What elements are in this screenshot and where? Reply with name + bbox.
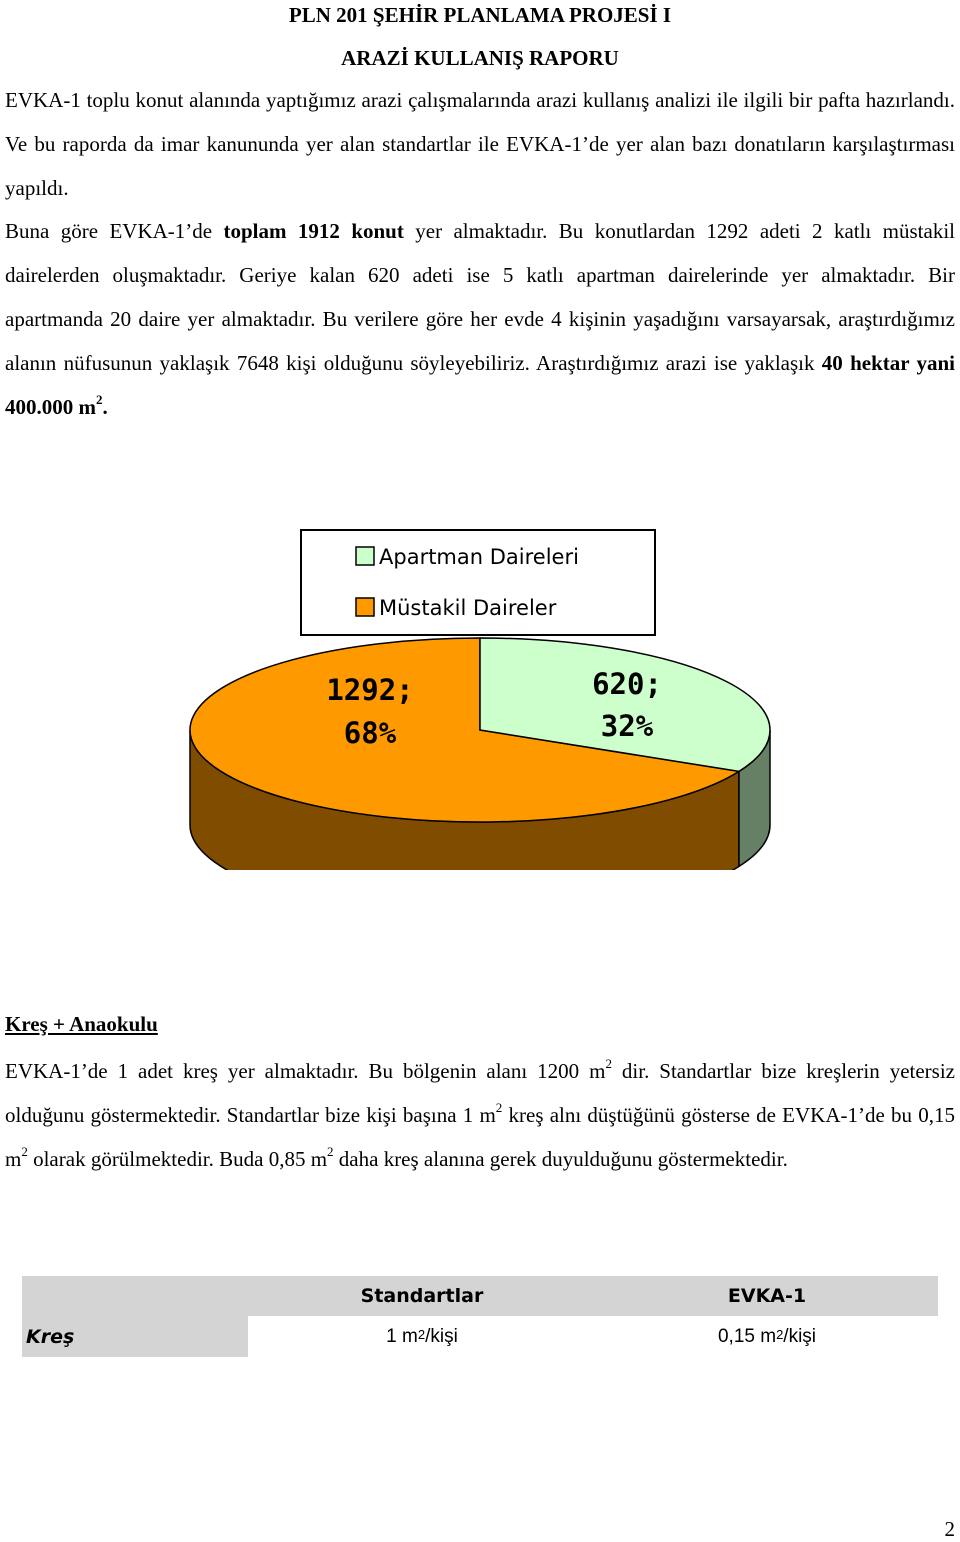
housing-pie-chart: [0, 520, 960, 870]
kres-sup-3: 2: [21, 1144, 28, 1159]
kres-text-4: olarak görülmektedir. Buda 0,85 m: [27, 1147, 328, 1171]
kres-text-5: daha kreş alanına gerek duyulduğunu göstermektedir.: [333, 1147, 788, 1171]
legend-label-mustakil: Müstakil Daireler: [379, 596, 557, 620]
area-value-text: 40 hektar yani 400.000 m: [5, 351, 955, 419]
data-label-apartman-value: 620;: [592, 667, 662, 701]
kres-sup-4: 2: [327, 1144, 334, 1159]
evka-value-a: 0,15 m: [717, 1325, 777, 1347]
data-label-mustakil-value: 1292;: [326, 673, 414, 707]
data-label-apartman-percent: 32%: [600, 709, 654, 743]
kres-text-3: kreş alnı düştüğünü gösterse de EVKA-1’de bu 0,15 m: [5, 1103, 955, 1171]
data-label-mustakil-percent: 68%: [343, 716, 397, 750]
table-row-label-kres: Kreş: [22, 1316, 248, 1357]
std-value-b: /kişi: [425, 1325, 458, 1347]
table-header-evka: EVKA-1: [727, 1285, 807, 1307]
kres-heading: Kreş + Anaokulu: [5, 1012, 158, 1036]
report-title: ARAZİ KULLANIŞ RAPORU: [341, 46, 619, 70]
pie-group: [190, 638, 770, 870]
table-header-standartlar: Standartlar: [360, 1285, 484, 1307]
kres-text-1: EVKA-1’de 1 adet kreş yer almaktadır. Bu bölgenin alanı 1200 m: [5, 1059, 606, 1083]
area-unit-sup: 2: [96, 392, 103, 407]
kres-text-2: dir. Standartlar bize kreşlerin yetersiz olduğunu göstermektedir. Standartlar bize kişi başına 1 m: [5, 1059, 956, 1127]
housing-paragraph: [5, 209, 955, 429]
kres-sup-1: 2: [605, 1056, 612, 1071]
area-value-end: .: [102, 395, 108, 419]
legend-label-apartman: Apartman Daireleri: [379, 545, 579, 569]
housing-text-c: yer almaktadır. Bu konutlardan 1292 adeti 2 katlı müstakil dairelerden oluşmaktadır. Geriye kalan 620 adeti ise 5 katlı apartman dairelerinde yer almaktadır. Bir apartmanda 20 daire yer almaktadır. Bu verilere göre her evde 4 kişinin yaşadığını varsayarsak, araştırdığımız alanın nüfusunun yaklaşık 7648 kişi olduğunu söyleyebiliriz. Araştırdığımız arazi ise yaklaşık: [5, 219, 956, 375]
legend-swatch-apartman: [356, 547, 374, 565]
table-cell-evka-value: 0,15 m $^2$ /kişi: [717, 1325, 817, 1347]
table-header-row: [22, 1276, 938, 1316]
evka-value-b: /kişi: [783, 1325, 817, 1347]
document-title: PLN 201 ŞEHİR PLANLAMA PROJESİ I: [288, 3, 672, 27]
intro-paragraph: EVKA-1 toplu konut alanında yaptığımız arazi çalışmalarında arazi kullanış analizi ile ilgili bir pafta hazırlandı. Ve bu raporda da imar kanununda yer alan standartlar ile EVKA-1’de yer alan bazı donatıların karşılaştırması yapıldı.: [5, 88, 955, 200]
table-cell-standart-value: 1 m $^2$ /kişi: [386, 1325, 458, 1347]
std-value-a: 1 m: [386, 1325, 418, 1347]
kres-paragraph: [5, 1049, 955, 1181]
legend-swatch-mustakil: [356, 598, 374, 616]
housing-text-a: Buna göre EVKA-1’de: [5, 219, 224, 243]
kres-sup-2: 2: [495, 1100, 503, 1115]
page-number: 2: [944, 1517, 955, 1541]
housing-total: toplam 1912 konut: [223, 219, 404, 243]
pie-chart-svg: [0, 520, 960, 870]
